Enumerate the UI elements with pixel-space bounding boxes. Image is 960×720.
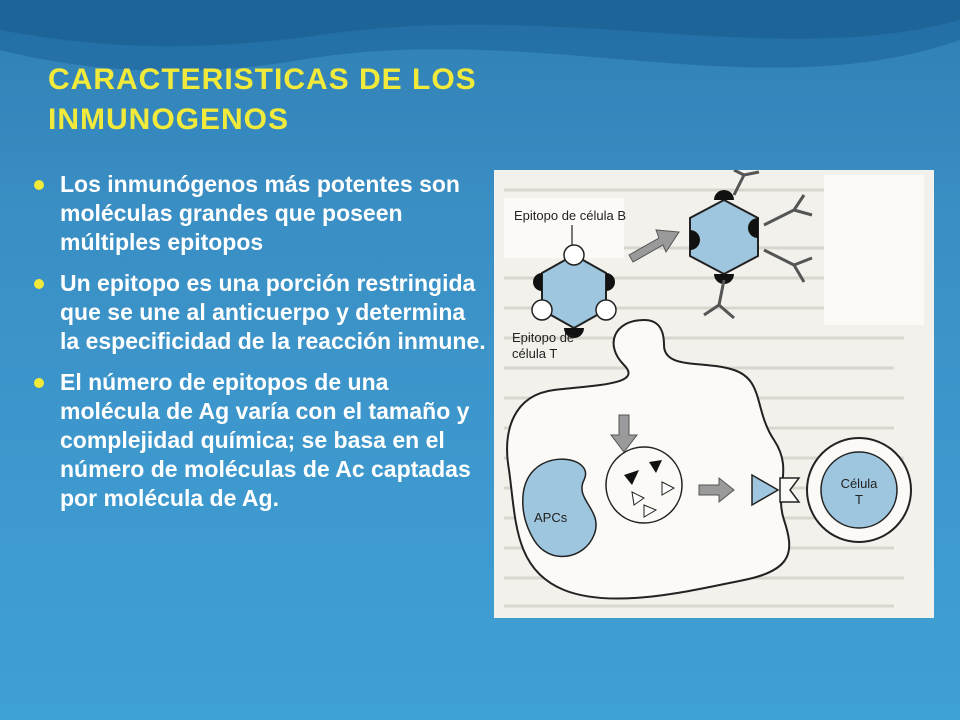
bullet-text: Un epitopo es una porción restringida que se une al anticuerpo y determina la especificidad de la reacción inmune. [60,270,486,354]
bullet-text: Los inmunógenos más potentes son moléculas grandes que poseen múltiples epitopos [60,171,460,255]
title-line-1: CARACTERISTICAS DE LOS [48,63,477,96]
bullet-marker-icon [34,378,44,388]
epitope-diagram-image [494,170,934,618]
label-cell-t-line2: T [855,492,863,507]
bullet-text: El número de epitopos de una molécula de Ag varía con el tamaño y complejidad química; se basa en el número de moléculas de Ac captadas por molécula de Ag. [60,369,471,511]
bullet-item [30,269,490,356]
label-epitope-b: Epitopo de célula B [514,208,627,223]
label-cell-t-line1: Célula [840,476,878,491]
bullet-item [30,170,490,257]
title-line-2: INMUNOGENOS [48,103,290,136]
bullet-marker-icon [34,279,44,289]
bullet-item [30,368,490,513]
bullet-marker-icon [34,180,44,190]
bullet-list [30,170,490,525]
label-epitope-t-line1: Epitopo de [512,330,575,345]
label-apcs: APCs [534,510,568,525]
slide-title [48,60,668,140]
label-epitope-t-line2: célula T [512,346,558,361]
